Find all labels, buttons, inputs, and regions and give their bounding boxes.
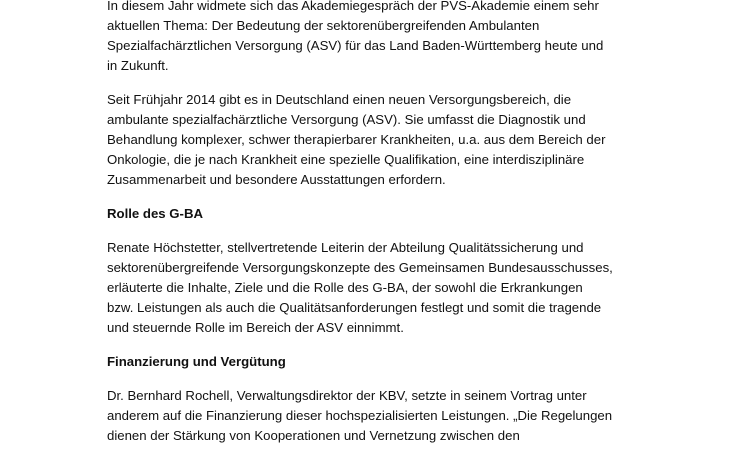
document-page [107, 0, 647, 460]
g-ba-role-paragraph: Renate Höchstetter, stellvertretende Leiterin der Abteilung Qualitätssicherung und sektorenübergreifende Versorgungskonzepte des Gemeinsamen Bundesausschusses, erläuterte die Inhalte, Ziele und die Rolle des G-BA, der sowohl die Erkrankungen bzw. Leistungen als auch die Qualitätsanforderungen festlegt und somit die tragende und steuernde Rolle im Bereich der ASV einnimmt. [107, 240, 613, 335]
financing-paragraph: Dr. Bernhard Rochell, Verwaltungsdirektor der KBV, setzte in seinem Vortrag unter anderem auf die Finanzierung dieser hochspezialisierten Leistungen. „Die Regelungen dienen der Stärkung von Kooperationen und Vernetzung zwischen den [107, 388, 613, 443]
intro-paragraph: In diesem Jahr widmete sich das Akademiegespräch der PVS-Akademie einem sehr aktuellen Thema: Der Bedeutung der sektorenübergreifenden Ambulanten Spezialfachärztlichen Versorgung (ASV) für das Land Baden-Württemberg heute und in Zukunft. [107, 0, 604, 73]
asv-description-paragraph: Seit Frühjahr 2014 gibt es in Deutschland einen neuen Versorgungsbereich, die ambulante spezialfachärztliche Versorgung (ASV). Sie umfasst die Diagnostik und Behandlung komplexer, schwer therapierbarer Krankheiten, u.a. aus dem Bereich der Onkologie, die je nach Krankheit eine spezielle Qualifikation, eine interdisziplinäre Zusammenarbeit und besondere Ausstattungen erfordern. [107, 92, 606, 187]
section-heading-financing: Finanzierung und Vergütung [107, 354, 286, 369]
section-heading-g-ba: Rolle des G-BA [107, 206, 203, 221]
